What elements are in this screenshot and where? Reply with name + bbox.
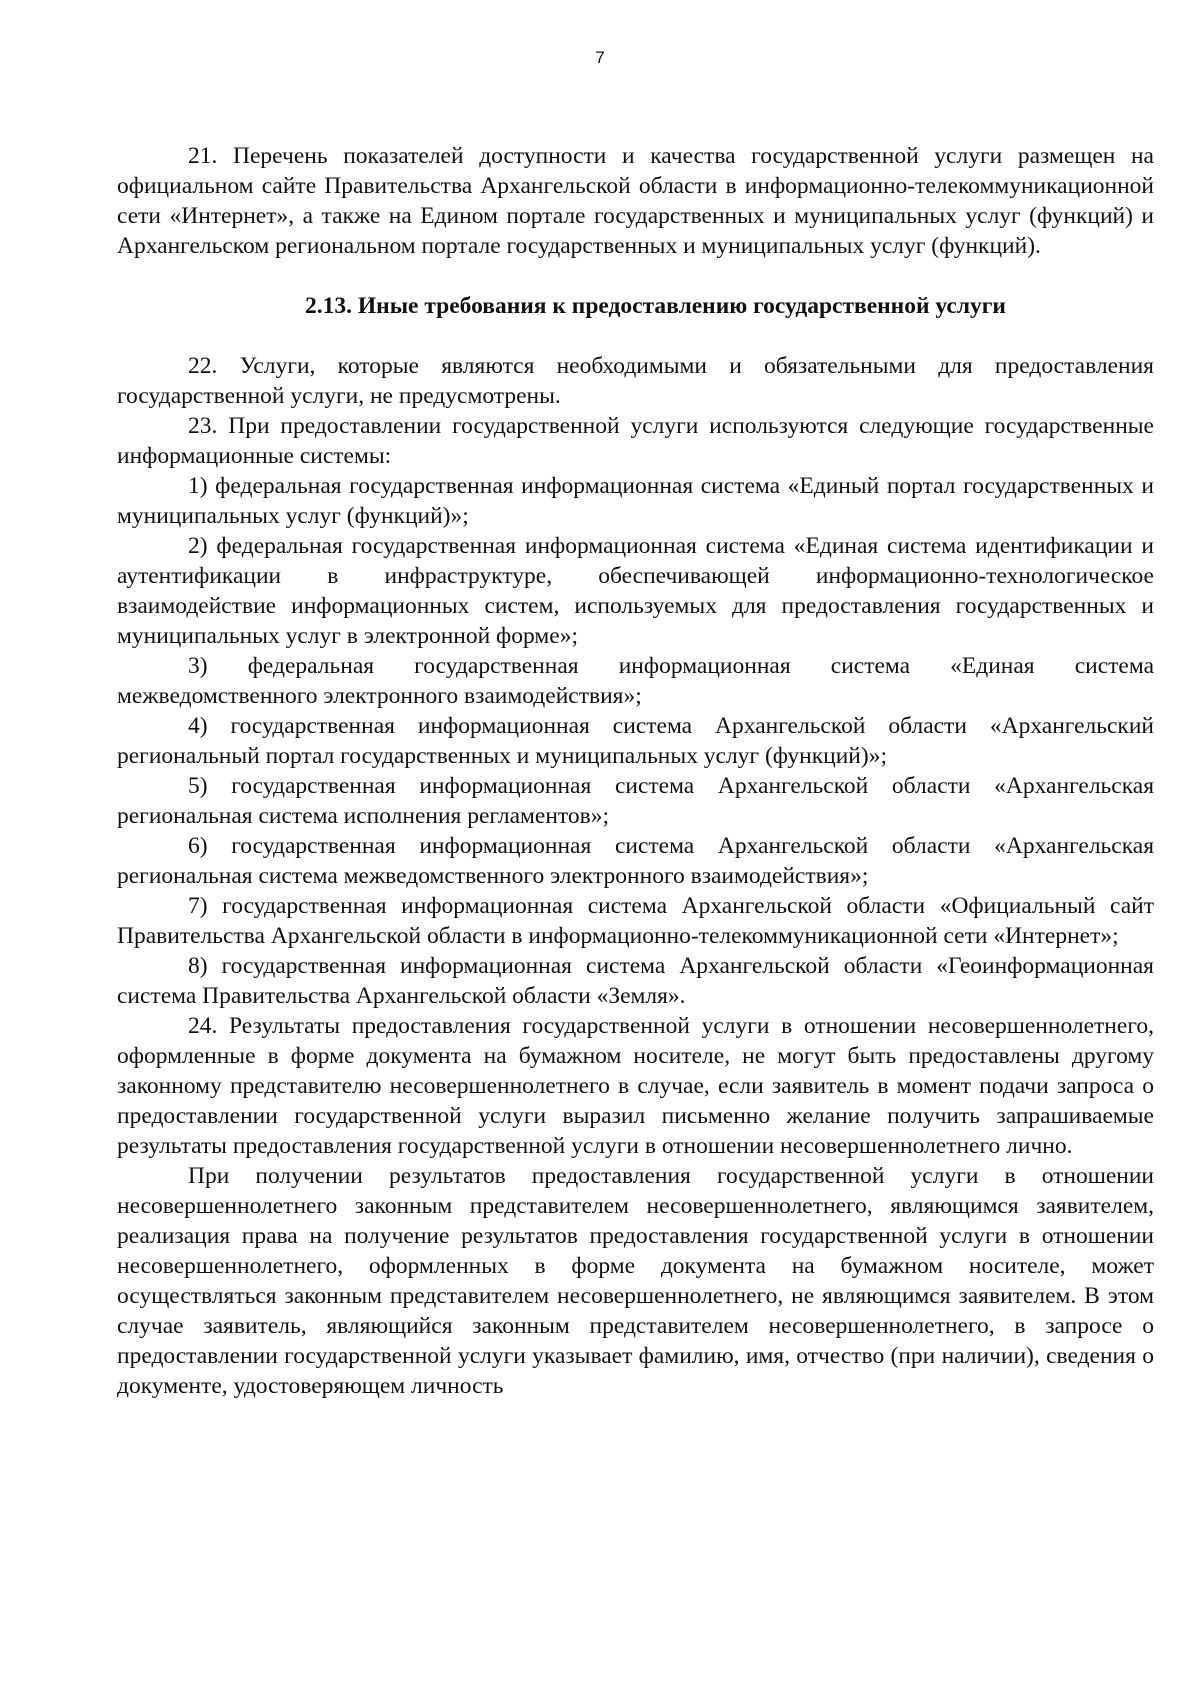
paragraph-24-continued: При получении результатов предоставления государственной услуги в отношении несовершеннолетнего законным представителем несовершеннолетнего, являющимся заявителем, реализация права на получение результатов предоставления государственной услуги в отношении несовершеннолетнего, оформленных в форме документа на бумажном носителе, может осуществляться законным представителем несовершеннолетнего, не являющимся заявителем. В этом случае заявитель, являющийся законным представителем несовершеннолетнего, в запросе о предоставлении государственной услуги указывает фамилию, имя, отчество (при наличии), сведения о документе, удостоверяющем личность — [117, 1163, 1154, 1399]
paragraph-22: 22. Услуги, которые являются необходимыми и обязательными для предоставления государственной услуги, не предусмотрены. — [117, 353, 1154, 409]
page-number: 7 — [595, 48, 605, 67]
list-item-5: 5) государственная информационная система Архангельской области «Архангельская региональная система исполнения регламентов»; — [117, 773, 1154, 829]
section-heading: 2.13. Иные требования к предоставлению государственной услуги — [305, 293, 1006, 319]
paragraph-24: 24. Результаты предоставления государственной услуги в отношении несовершеннолетнего, оформленные в форме документа на бумажном носителе, не могут быть предоставлены другому законному представителю несовершеннолетнего в случае, если заявитель в момент подачи запроса о предоставлении государственной услуги выразил письменно желание получить запрашиваемые результаты предоставления государственной услуги в отношении несовершеннолетнего лично. — [117, 1013, 1154, 1159]
list-item-6: 6) государственная информационная система Архангельской области «Архангельская региональная система межведомственного электронного взаимодействия»; — [117, 833, 1154, 889]
list-item-1: 1) федеральная государственная информационная система «Единый портал государственных и муниципальных услуг (функций)»; — [117, 473, 1154, 529]
paragraph-21: 21. Перечень показателей доступности и качества государственной услуги размещен на официальном сайте Правительства Архангельской области в информационно-телекоммуникационной сети «Интернет», а также на Едином портале государственных и муниципальных услуг (функций) и Архангельском региональном портале государственных и муниципальных услуг (функций). — [117, 143, 1154, 259]
list-item-8: 8) государственная информационная система Архангельской области «Геоинформационная система Правительства Архангельской области «Земля». — [117, 953, 1154, 1009]
list-item-4: 4) государственная информационная система Архангельской области «Архангельский региональный портал государственных и муниципальных услуг (функций)»; — [117, 713, 1154, 769]
document-body — [117, 141, 1154, 1401]
paragraph-23: 23. При предоставлении государственной услуги используются следующие государственные информационные системы: — [117, 413, 1154, 469]
list-item-2: 2) федеральная государственная информационная система «Единая система идентификации и аутентификации в инфраструктуре, обеспечивающей информационно-технологическое взаимодействие информационных систем, используемых для предоставления государственных и муниципальных услуг в электронной форме»; — [117, 533, 1154, 649]
list-item-3: 3) федеральная государственная информационная система «Единая система межведомственного электронного взаимодействия»; — [117, 653, 1154, 709]
list-item-7: 7) государственная информационная система Архангельской области «Официальный сайт Правительства Архангельской области в информационно-телекоммуникационной сети «Интернет»; — [117, 893, 1154, 949]
